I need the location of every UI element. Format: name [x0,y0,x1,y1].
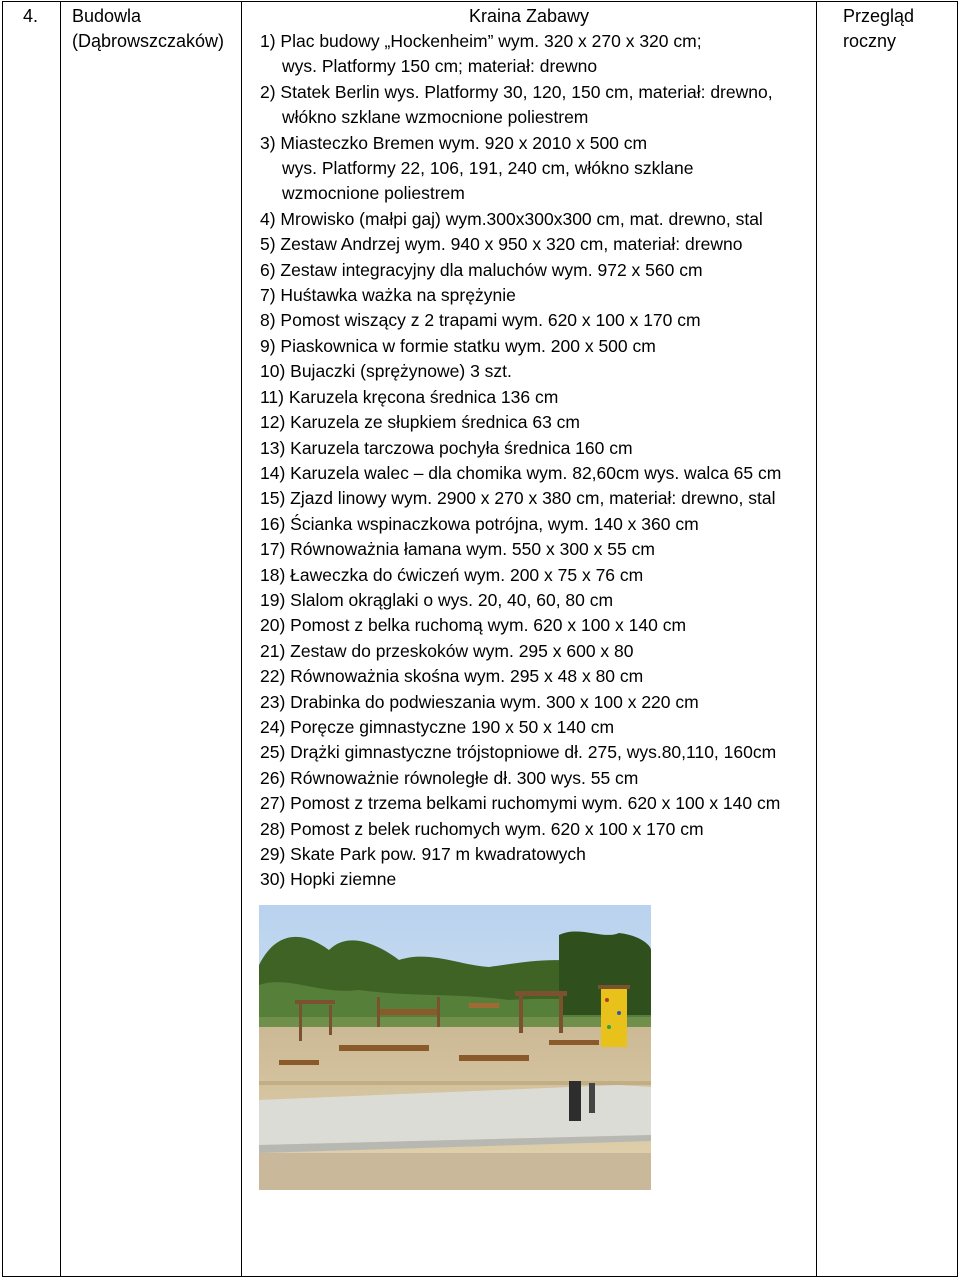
list-item [242,207,816,232]
list-item-line-1: 10) Bujaczki (sprężynowe) 3 szt. [260,361,512,382]
list-item-line-1: 14) Karuzela walec – dla chomika wym. 82,60cm wys. walca 65 cm [260,462,782,483]
list-item-line-1: 13) Karuzela tarczowa pochyła średnica 160 cm [260,437,633,458]
list-item-line-2: wys. Platformy 22, 106, 191, 240 cm, włókno szklane [282,158,694,179]
list-item [242,486,816,511]
row-number: 4. [23,6,39,26]
playground-photo-image [259,905,651,1190]
inspection-frequency [817,2,957,54]
equipment-list [242,29,816,893]
list-item [242,537,816,562]
list-item-line-1: 4) Mrowisko (małpi gaj) wym.300x300x300 cm, mat. drewno, stal [260,208,763,229]
list-item-line-1: 15) Zjazd linowy wym. 2900 x 270 x 380 cm, materiał: drewno, stal [260,488,776,509]
list-item [242,29,816,80]
list-item [242,613,816,638]
playground-photo [259,905,651,1190]
inspection-frequency-line1: Przegląd [843,6,915,26]
list-item [242,436,816,461]
list-item [242,512,816,537]
list-item [242,359,816,384]
list-item-line-1: 3) Miasteczko Bremen wym. 920 x 2010 x 500 cm [260,132,648,153]
list-item [242,664,816,689]
list-item [242,563,816,588]
list-item-line-1: 9) Piaskownica w formie statku wym. 200 x 500 cm [260,335,656,356]
list-item-line-1: 20) Pomost z belka ruchomą wym. 620 x 100 x 140 cm [260,615,687,636]
list-item-line-1: 26) Równoważnie równoległe dł. 300 wys. 55 cm [260,767,639,788]
list-item [242,461,816,486]
list-item-line-1: 17) Równoważnia łamana wym. 550 x 300 x 55 cm [260,539,655,560]
inspection-table [2,1,958,1277]
row-number-cell [3,2,61,1277]
list-item [242,639,816,664]
list-item [242,385,816,410]
list-item [242,334,816,359]
list-item [242,258,816,283]
list-item-line-1: 27) Pomost z trzema belkami ruchomymi wym. 620 x 100 x 140 cm [260,793,781,814]
list-item-line-1: 16) Ścianka wspinaczkowa potrójna, wym. 140 x 360 cm [260,513,699,534]
list-item [242,308,816,333]
object-name-line2: (Dąbrowszczaków) [72,31,225,51]
list-item [242,740,816,765]
list-item-line-1: 12) Karuzela ze słupkiem średnica 63 cm [260,412,581,433]
list-item-line-1: 23) Drabinka do podwieszania wym. 300 x 100 x 220 cm [260,691,699,712]
list-item [242,766,816,791]
description [242,2,816,1190]
list-item-line-1: 25) Drążki gimnastyczne trójstopniowe dł. 275, wys.80,110, 160cm [260,742,777,763]
list-item-line-1: 29) Skate Park pow. 917 m kwadratowych [260,844,586,864]
list-item-line-1: 19) Slalom okrąglaki o wys. 20, 40, 60, 80 cm [260,589,614,610]
list-item-line-1: 6) Zestaw integracyjny dla maluchów wym. 972 x 560 cm [260,259,703,280]
list-item [242,715,816,740]
description-title: Kraina Zabawy [468,6,590,26]
list-item [242,817,816,842]
object-cell [61,2,242,1277]
table-row [3,2,958,1277]
list-item-line-1: 11) Karuzela kręcona średnica 136 cm [260,386,559,407]
frequency-cell [817,2,958,1277]
list-item [242,791,816,816]
list-item-line-1: 1) Plac budowy „Hockenheim” wym. 320 x 270 x 320 cm; [260,31,702,51]
description-cell [242,2,817,1277]
object-name [61,2,241,54]
list-item-line-1: 8) Pomost wiszący z 2 trapami wym. 620 x 100 x 170 cm [260,310,701,331]
list-item-line-1: 18) Ławeczka do ćwiczeń wym. 200 x 75 x 76 cm [260,564,644,585]
list-item [242,842,816,867]
list-item [242,131,816,207]
list-item-line-1: 28) Pomost z belek ruchomych wym. 620 x 100 x 170 cm [260,818,704,839]
list-item [242,232,816,257]
list-item-line-1: 21) Zestaw do przeskoków wym. 295 x 600 x 80 [260,640,634,661]
list-item [242,690,816,715]
inspection-frequency-line2: roczny [843,31,897,51]
list-item-line-2: włókno szklane wzmocnione poliestrem [282,107,589,128]
list-item [242,410,816,435]
object-name-line1: Budowla [72,6,142,26]
list-item-line-1: 7) Huśtawka ważka na sprężynie [260,285,516,306]
list-item [242,867,816,892]
list-item-line-1: 2) Statek Berlin wys. Platformy 30, 120, 150 cm, materiał: drewno, [260,81,773,102]
list-item-line-3: wzmocnione poliestrem [282,183,465,204]
list-item-line-1: 24) Poręcze gimnastyczne 190 x 50 x 140 cm [260,716,615,737]
list-item [242,80,816,131]
list-item [242,283,816,308]
list-item-line-1: 5) Zestaw Andrzej wym. 940 x 950 x 320 cm, materiał: drewno [260,234,743,255]
list-item [242,588,816,613]
list-item-line-1: 30) Hopki ziemne [260,869,397,890]
list-item-line-1: 22) Równoważnia skośna wym. 295 x 48 x 80 cm [260,666,644,687]
list-item-line-2: wys. Platformy 150 cm; materiał: drewno [282,56,598,77]
